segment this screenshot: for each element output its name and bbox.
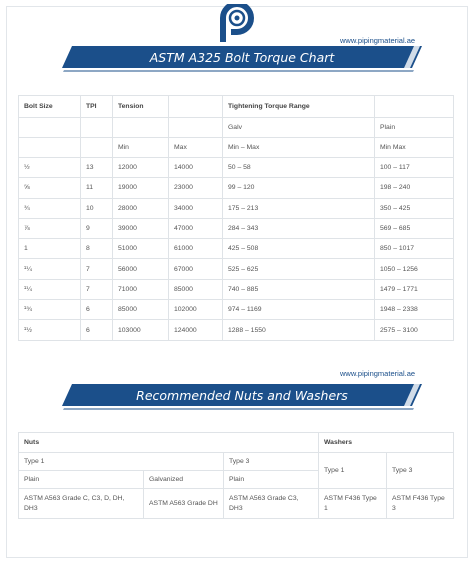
torque-table <box>18 95 454 341</box>
cell-size: ⅝ <box>19 178 81 198</box>
cell-max: 34000 <box>169 198 223 218</box>
header-tension-blank <box>169 96 223 118</box>
table-row <box>19 259 454 279</box>
spec-type1-galv: ASTM A563 Grade DH <box>144 489 224 519</box>
cell-tpi: 9 <box>81 218 113 238</box>
header-tightening: Tightening Torque Range <box>223 96 375 118</box>
cell-size: ⅞ <box>19 218 81 238</box>
nuts-type1: Type 1 <box>19 453 224 471</box>
label-galv-range: Min – Max <box>223 138 375 158</box>
cell-size: ½ <box>19 158 81 178</box>
cell-max: 102000 <box>169 300 223 320</box>
cell-max: 14000 <box>169 158 223 178</box>
table-subheader-row <box>19 118 454 138</box>
cell-galv: 974 – 1169 <box>223 300 375 320</box>
cell-galv: 50 – 58 <box>223 158 375 178</box>
cell-size: ¹¼ <box>19 279 81 299</box>
chart-title: ASTM A325 Bolt Torque Chart <box>149 49 335 65</box>
cell-galv: 425 – 508 <box>223 239 375 259</box>
cell-plain: 1479 – 1771 <box>375 279 454 299</box>
subheader-galv: Galv <box>223 118 375 138</box>
cell-plain: 850 – 1017 <box>375 239 454 259</box>
cell-galv: 740 – 885 <box>223 279 375 299</box>
label-max: Max <box>169 138 223 158</box>
cell-tpi: 11 <box>81 178 113 198</box>
cell-size: 1 <box>19 239 81 259</box>
cell-plain: 569 – 685 <box>375 218 454 238</box>
spec-washer-type1: ASTM F436 Type 1 <box>319 489 387 519</box>
site-url[interactable]: www.pipingmaterial.ae <box>340 36 416 45</box>
header-tpi: TPI <box>81 96 113 118</box>
cell-min: 12000 <box>113 158 169 178</box>
spec-type3-plain: ASTM A563 Grade C3, DH3 <box>224 489 319 519</box>
nuts-header-row <box>19 433 454 453</box>
cell-galv: 99 – 120 <box>223 178 375 198</box>
cell-min: 51000 <box>113 239 169 259</box>
cell-max: 124000 <box>169 320 223 340</box>
header-nuts: Nuts <box>19 433 319 453</box>
washer-type1: Type 1 <box>319 453 387 489</box>
cell-tpi: 6 <box>81 320 113 340</box>
torque-table-body <box>19 158 454 341</box>
spec-type1-plain: ASTM A563 Grade C, C3, D, DH, DH3 <box>19 489 144 519</box>
cell-size: ¹¼ <box>19 259 81 279</box>
finish-plain-type3: Plain <box>224 471 319 489</box>
cell-min: 28000 <box>113 198 169 218</box>
cell-min: 71000 <box>113 279 169 299</box>
label-min: Min <box>113 138 169 158</box>
cell-galv: 284 – 343 <box>223 218 375 238</box>
header-tension: Tension <box>113 96 169 118</box>
header-tightening-blank <box>375 96 454 118</box>
finish-galvanized: Galvanized <box>144 471 224 489</box>
washer-type3: Type 3 <box>387 453 454 489</box>
cell-plain: 1948 – 2338 <box>375 300 454 320</box>
table-row <box>19 158 454 178</box>
cell-size: ¹½ <box>19 320 81 340</box>
nuts-type3: Type 3 <box>224 453 319 471</box>
cell-min: 19000 <box>113 178 169 198</box>
cell-tpi: 6 <box>81 300 113 320</box>
nuts-type-row <box>19 453 454 471</box>
table-row <box>19 218 454 238</box>
spec-washer-type3: ASTM F436 Type 3 <box>387 489 454 519</box>
cell-tpi: 7 <box>81 279 113 299</box>
cell-galv: 175 – 213 <box>223 198 375 218</box>
cell-max: 47000 <box>169 218 223 238</box>
cell-max: 67000 <box>169 259 223 279</box>
table-row <box>19 300 454 320</box>
table-row <box>19 320 454 340</box>
table-header-row <box>19 96 454 118</box>
cell-galv: 525 – 625 <box>223 259 375 279</box>
finish-plain: Plain <box>19 471 144 489</box>
table-row <box>19 178 454 198</box>
table-row <box>19 279 454 299</box>
header-washers: Washers <box>319 433 454 453</box>
header-bolt-size: Bolt Size <box>19 96 81 118</box>
cell-plain: 1050 – 1256 <box>375 259 454 279</box>
cell-plain: 350 – 425 <box>375 198 454 218</box>
cell-plain: 2575 – 3100 <box>375 320 454 340</box>
nuts-banner <box>62 384 422 410</box>
table-minmax-row <box>19 138 454 158</box>
site-url-2[interactable]: www.pipingmaterial.ae <box>340 369 416 378</box>
cell-tpi: 10 <box>81 198 113 218</box>
cell-max: 85000 <box>169 279 223 299</box>
nuts-title: Recommended Nuts and Washers <box>136 387 348 403</box>
cell-tpi: 8 <box>81 239 113 259</box>
subheader-plain: Plain <box>375 118 454 138</box>
cell-min: 85000 <box>113 300 169 320</box>
cell-size: ¹¾ <box>19 300 81 320</box>
cell-tpi: 7 <box>81 259 113 279</box>
label-plain-range: Min Max <box>375 138 454 158</box>
cell-size: ¾ <box>19 198 81 218</box>
cell-plain: 100 – 117 <box>375 158 454 178</box>
cell-min: 39000 <box>113 218 169 238</box>
cell-tpi: 13 <box>81 158 113 178</box>
cell-max: 61000 <box>169 239 223 259</box>
cell-min: 103000 <box>113 320 169 340</box>
table-row <box>19 239 454 259</box>
nuts-washers-table <box>18 432 454 519</box>
table-row <box>19 198 454 218</box>
cell-plain: 198 – 240 <box>375 178 454 198</box>
cell-max: 23000 <box>169 178 223 198</box>
cell-galv: 1288 – 1550 <box>223 320 375 340</box>
title-banner <box>62 46 422 72</box>
cell-min: 56000 <box>113 259 169 279</box>
nuts-spec-row <box>19 489 454 519</box>
company-logo-icon <box>219 4 255 44</box>
